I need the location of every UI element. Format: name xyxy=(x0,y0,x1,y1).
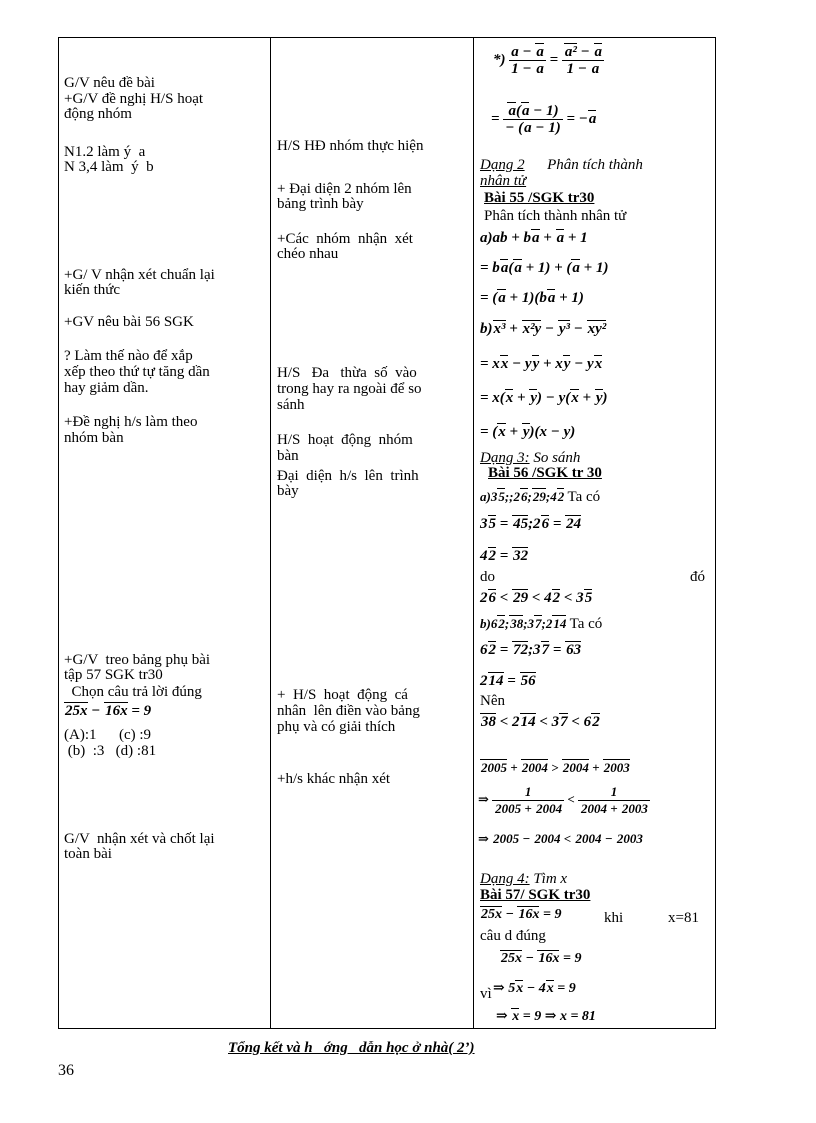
student-text: +h/s khác nhận xét xyxy=(277,771,391,787)
student-text: bàn xyxy=(277,448,299,464)
teacher-text: +GV nêu bài 56 SGK xyxy=(64,314,194,330)
summary-heading: Tổng kết và h ớng dẫn học ở nhà( 2’) xyxy=(228,1040,475,1056)
formula-line: = x(x + y) − y(x + y) xyxy=(480,390,608,406)
page-number: 36 xyxy=(58,1062,74,1079)
formula-line: = (x + y)(x − y) xyxy=(480,424,576,440)
teacher-text: nhóm bàn xyxy=(64,430,124,446)
student-text: + Đại diện 2 nhóm lên xyxy=(277,181,412,197)
exercise-55-desc: Phân tích thành nhân tử xyxy=(484,208,627,224)
formula-line: = $\frac{a(a - 1)}{- (a - 1)}$ = −a xyxy=(491,103,597,136)
formula-line: 2005 + 2004 > 2004 + 2003 xyxy=(481,760,630,775)
formula-line: b)62;38;37;214 Ta có xyxy=(480,616,603,632)
student-text: phụ và có giải thích xyxy=(277,719,396,735)
formula-line: 25x − 16x = 9 xyxy=(501,951,582,966)
teacher-text: N1.2 làm ý a xyxy=(64,144,146,160)
teacher-text: +G/V treo bảng phụ bài xyxy=(64,652,211,668)
exercise-56-title: Bài 56 /SGK tr 30 xyxy=(488,465,602,481)
student-text: sánh xyxy=(277,397,305,413)
nen-text: Nên xyxy=(480,693,505,709)
teacher-text: +G/V đề nghị H/S hoạt xyxy=(64,91,204,107)
formula-line: ⇒ $\frac{1}{2005 + 2004}$ < $\frac{1}{2004 + 2003}$ xyxy=(478,784,648,816)
x-value-text: x=81 xyxy=(668,910,699,926)
formula-line: ⇒ x = 9 ⇒ x = 81 xyxy=(496,1009,596,1024)
formula-line: 214 = 56 xyxy=(480,673,536,689)
formula-line: ⇒ 2005 − 2004 < 2004 − 2003 xyxy=(478,831,643,846)
vi-text: vì xyxy=(480,986,492,1002)
student-text: Đại diện h/s lên trình xyxy=(277,468,419,484)
formula-line: 26 < 29 < 42 < 35 xyxy=(480,590,593,606)
student-text: + H/S hoạt động cá xyxy=(277,687,408,703)
formula-line: 42 = 32 xyxy=(480,548,529,564)
teacher-text: +G/ V nhận xét chuẩn lại xyxy=(64,267,215,283)
teacher-text: G/V nêu đề bài xyxy=(64,75,155,91)
dang2-heading: Dạng 2 Phân tích thành xyxy=(480,157,643,173)
formula-line: 35 = 45;26 = 24 xyxy=(480,516,582,532)
student-text: chéo nhau xyxy=(277,246,339,262)
teacher-text: xếp theo thứ tự tăng dần xyxy=(64,364,210,380)
teacher-text: kiến thức xyxy=(64,282,121,298)
formula-line: a)ab + ba + a + 1 xyxy=(480,230,588,246)
student-text: H/S Đa thừa số vào xyxy=(277,365,417,381)
column-divider xyxy=(473,38,474,1028)
teacher-text: (A):1 (c) :9 xyxy=(64,727,152,743)
teacher-text: động nhóm xyxy=(64,106,132,122)
taco-text: Ta có xyxy=(569,616,603,632)
caud-text: câu d đúng xyxy=(480,928,546,944)
student-text: bảng trình bày xyxy=(277,196,364,212)
taco-text: Ta có xyxy=(567,489,601,505)
student-text: +Các nhóm nhận xét xyxy=(277,231,413,247)
teacher-text: hay giảm dần. xyxy=(64,380,149,396)
teacher-formula: 25x − 16x = 9 xyxy=(65,703,152,719)
teacher-text: tập 57 SGK tr30 xyxy=(64,667,163,683)
formula-line: 38 < 214 < 37 < 62 xyxy=(481,714,600,730)
dang2-heading-cont: nhân tử xyxy=(480,173,527,189)
khi-text: khi xyxy=(604,910,624,926)
formula-line: = ba(a + 1) + (a + 1) xyxy=(480,260,609,276)
teacher-text: G/V nhận xét và chốt lại xyxy=(64,831,215,847)
student-text: H/S HĐ nhóm thực hiện xyxy=(277,138,424,154)
student-text: trong hay ra ngoài để so xyxy=(277,381,422,397)
teacher-text: (b) :3 (d) :81 xyxy=(64,743,157,759)
do-text: do xyxy=(480,569,495,585)
teacher-text: +Đề nghị h/s làm theo xyxy=(64,414,198,430)
formula-line: = (a + 1)(ba + 1) xyxy=(480,290,584,306)
exercise-57-title: Bài 57/ SGK tr30 xyxy=(480,887,591,903)
formula-line: = xx − yy + xy − yx xyxy=(480,356,603,372)
formula-line: *) $\frac{a - a}{1 - a}$ = $\frac{\text{a² − a}}{1 - a}$ xyxy=(493,44,602,77)
dang4-heading: Dạng 4: Tìm x xyxy=(480,871,568,887)
teacher-text: ? Làm thế nào để xắp xyxy=(64,348,193,364)
exercise-55-title: Bài 55 /SGK tr30 xyxy=(484,190,595,206)
column-divider xyxy=(270,38,271,1028)
formula-line: ⇒ 5x − 4x = 9 xyxy=(493,981,576,996)
teacher-text: N 3,4 làm ý b xyxy=(64,159,154,175)
teacher-text: Chọn câu trả lời đúng xyxy=(64,684,202,700)
formula-line: a)35;;26;29;42 Ta có xyxy=(480,489,601,505)
do-text-right: đó xyxy=(690,569,705,585)
student-text: bày xyxy=(277,483,299,499)
formula-line: 25x − 16x = 9 xyxy=(481,907,562,922)
formula-line: b)x³ + x²y − y³ − xy² xyxy=(480,321,607,337)
student-text: nhân lên điền vào bảng xyxy=(277,703,420,719)
student-text: H/S hoạt động nhóm xyxy=(277,432,413,448)
teacher-text: toàn bài xyxy=(64,846,112,862)
formula-line: 62 = 72;37 = 63 xyxy=(480,642,582,658)
dang3-heading: Dạng 3: So sánh xyxy=(480,450,581,466)
